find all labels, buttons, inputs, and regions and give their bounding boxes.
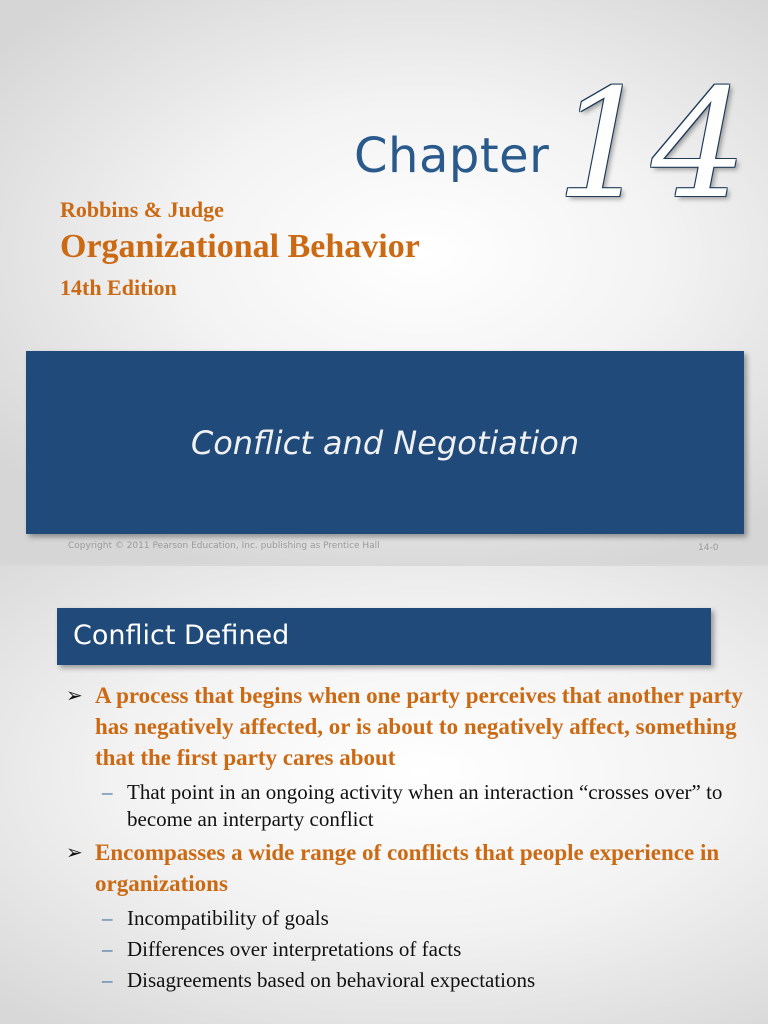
chapter-word: Chapter [354, 128, 550, 184]
copyright-notice: Copyright © 2011 Pearson Education, Inc. publishing as Prentice Hall [68, 541, 380, 551]
book-title: Organizational Behavior [60, 228, 420, 265]
bullet-list [64, 680, 754, 998]
content-slide [0, 566, 768, 1024]
sub-bullet-text: Disagreements based on behavioral expectations [127, 968, 536, 992]
sub-bullet-item [64, 779, 754, 833]
slide-header [57, 608, 711, 665]
authors: Robbins & Judge [60, 197, 224, 222]
sub-bullet-text: Differences over interpretations of facts [127, 937, 462, 961]
dash-bullet-icon: – [102, 780, 113, 804]
chapter-number: 14 [556, 58, 747, 232]
arrow-bullet-icon: ➢ [66, 683, 83, 707]
sub-bullet-item [64, 905, 754, 932]
topic-title: Conflict and Negotiation [190, 423, 580, 462]
bullet-text: A process that begins when one party perceives that another party has negatively affected, or is about to negatively affect, something that the first party cares about [95, 683, 743, 770]
edition: 14th Edition [60, 275, 177, 300]
sub-bullet-item [64, 936, 754, 963]
bullet-item [64, 837, 754, 899]
arrow-bullet-icon: ➢ [66, 840, 83, 864]
sub-bullet-text: That point in an ongoing activity when an interaction “crosses over” to become an interparty conflict [127, 780, 723, 831]
bullet-text: Encompasses a wide range of conflicts that people experience in organizations [95, 840, 720, 896]
slide-header-title: Conflict Defined [73, 620, 290, 651]
slide-number: 14-0 [698, 543, 719, 553]
sub-bullet-text: Incompatibility of goals [127, 906, 329, 930]
dash-bullet-icon: – [102, 937, 113, 961]
bullet-item [64, 680, 754, 773]
dash-bullet-icon: – [102, 968, 113, 992]
topic-banner [26, 351, 744, 534]
dash-bullet-icon: – [102, 906, 113, 930]
sub-bullet-item [64, 967, 754, 994]
